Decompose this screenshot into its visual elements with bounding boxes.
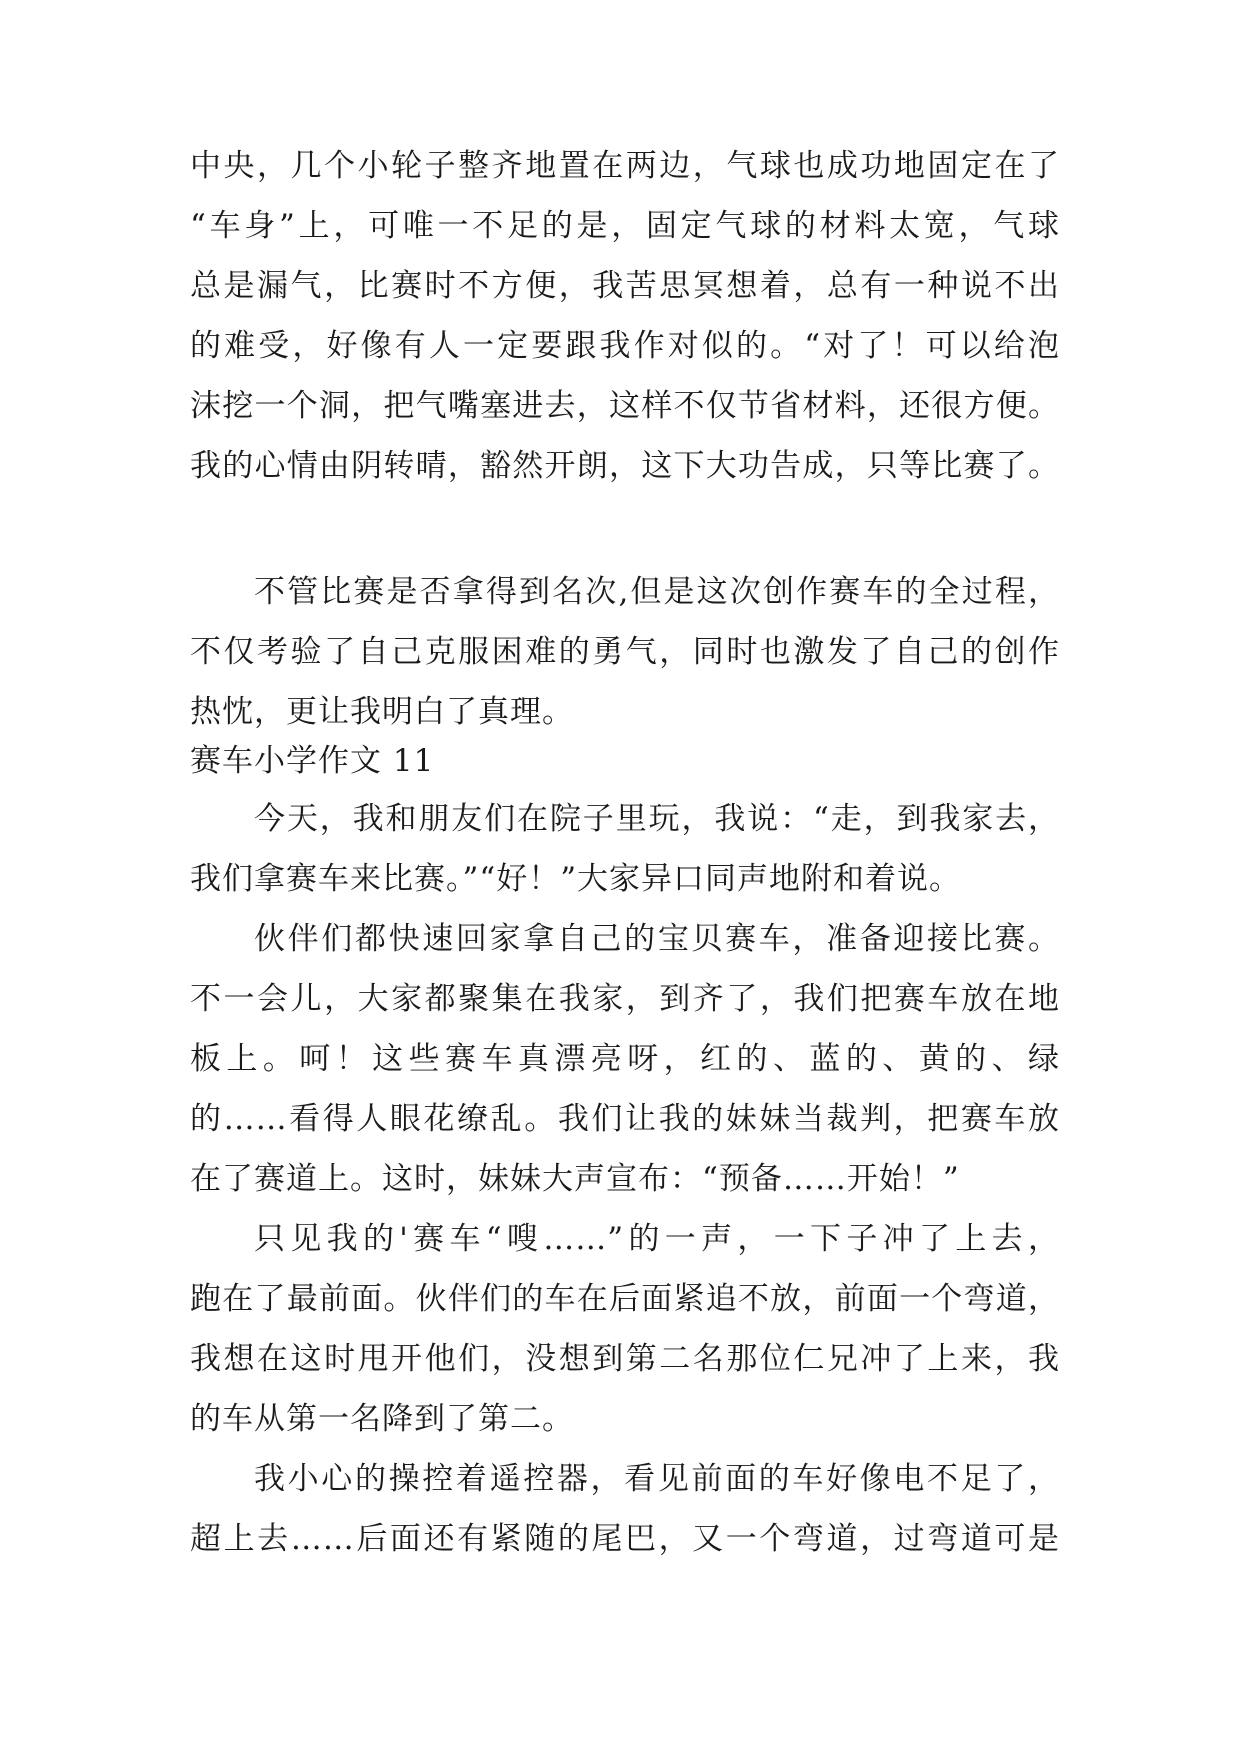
- text-line: “车身”上，可唯一不足的是，固定气球的材料太宽，气球: [190, 208, 1060, 244]
- text-line: 我的心情由阴转晴，豁然开朗，这下大功告成，只等比赛了。: [190, 448, 1060, 484]
- text-line: 不一会儿，大家都聚集在我家，到齐了，我们把赛车放在地: [190, 981, 1060, 1017]
- text-line: 的……看得人眼花缭乱。我们让我的妹妹当裁判，把赛车放: [190, 1101, 1060, 1137]
- text-line: 热忱，更让我明白了真理。: [190, 694, 574, 730]
- text-line: 我小心的操控着遥控器，看见前面的车好像电不足了，: [254, 1461, 1060, 1497]
- text-line: 板上。呵！这些赛车真漂亮呀，红的、蓝的、黄的、绿: [190, 1041, 1060, 1077]
- text-line: 伙伴们都快速回家拿自己的宝贝赛车，准备迎接比赛。: [254, 921, 1060, 957]
- text-line: 我想在这时甩开他们，没想到第二名那位仁兄冲了上来，我: [190, 1341, 1060, 1377]
- text-line: 中央，几个小轮子整齐地置在两边，气球也成功地固定在了: [190, 148, 1060, 184]
- essay-section: [190, 733, 1060, 1569]
- text-line: 超上去……后面还有紧随的尾巴，又一个弯道，过弯道可是: [190, 1521, 1060, 1557]
- text-line: 在了赛道上。这时，妹妹大声宣布：“预备……开始！”: [190, 1161, 960, 1197]
- paragraph-car-build: [190, 136, 1060, 496]
- text-line: 只见我的'赛车“嗖……”的一声，一下子冲了上去，: [254, 1221, 1060, 1257]
- text-line: 总是漏气，比赛时不方便，我苦思冥想着，总有一种说不出: [190, 268, 1060, 304]
- text-line: 今天，我和朋友们在院子里玩，我说：“走，到我家去，: [254, 801, 1060, 837]
- text-line: 沫挖一个洞，把气嘴塞进去，这样不仅节省材料，还很方便。: [190, 388, 1060, 424]
- text-line: 我们拿赛车来比赛。”“好！”大家异口同声地附和着说。: [190, 861, 962, 897]
- text-line: 跑在了最前面。伙伴们的车在后面紧追不放，前面一个弯道，: [190, 1281, 1060, 1317]
- text-line: 不仅考验了自己克服困难的勇气，同时也激发了自己的创作: [190, 634, 1060, 670]
- text-line: 不管比赛是否拿得到名次,但是这次创作赛车的全过程，: [254, 574, 1060, 610]
- text-line: 的难受，好像有人一定要跟我作对似的。“对了！可以给泡: [190, 328, 1060, 364]
- essay-heading: 赛车小学作文 11: [190, 743, 435, 779]
- paragraph-conclusion: [190, 562, 1060, 742]
- text-line: 的车从第一名降到了第二。: [190, 1401, 574, 1437]
